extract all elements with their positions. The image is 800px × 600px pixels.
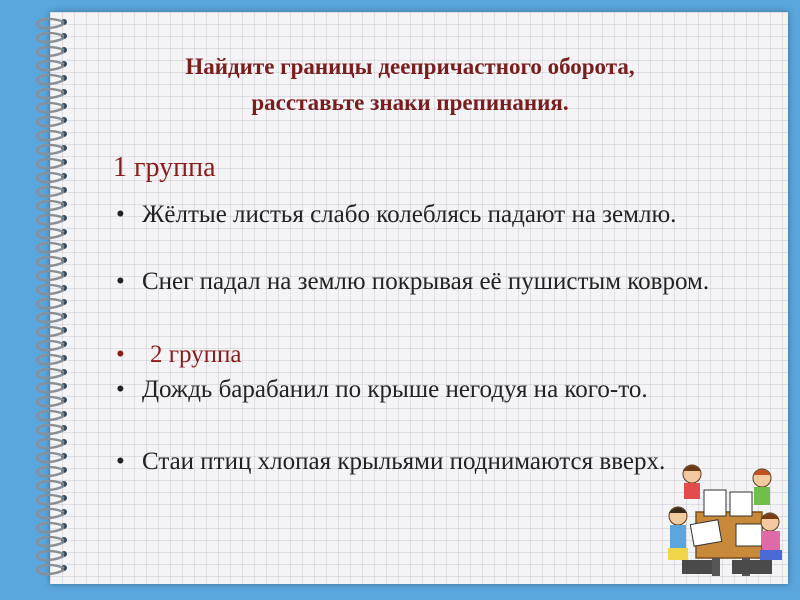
spiral-ring bbox=[37, 397, 64, 406]
list-item bbox=[116, 265, 716, 299]
spiral-ring bbox=[37, 89, 64, 98]
list-item-text: Жёлтые листья слабо колеблясь падают на землю. bbox=[142, 201, 677, 228]
spiral-ring bbox=[37, 299, 64, 308]
list-item bbox=[116, 373, 716, 407]
spiral-ring bbox=[37, 537, 64, 546]
spiral-ring bbox=[37, 411, 64, 420]
group-2-label bbox=[116, 338, 716, 372]
spiral-ring bbox=[37, 467, 64, 476]
spiral-ring bbox=[37, 509, 64, 518]
spiral-binding-icon bbox=[28, 14, 80, 582]
list-item-text: Снег падал на землю покрывая её пушистым ковром. bbox=[142, 268, 710, 295]
spiral-ring bbox=[37, 327, 64, 336]
heading-line-1: Найдите границы деепричастного оборота, bbox=[185, 54, 635, 79]
list-item-text: 2 группа bbox=[150, 341, 242, 368]
spiral-ring bbox=[37, 565, 64, 574]
spiral-ring bbox=[37, 425, 64, 434]
spiral-ring bbox=[37, 383, 64, 392]
spiral-ring bbox=[37, 285, 64, 294]
spiral-ring bbox=[37, 145, 64, 154]
spiral-ring bbox=[37, 131, 64, 140]
bullet: • bbox=[116, 376, 125, 403]
spiral-ring bbox=[37, 369, 64, 378]
spiral-ring bbox=[37, 19, 64, 28]
spiral-ring bbox=[37, 355, 64, 364]
spiral-ring bbox=[37, 229, 64, 238]
spiral-ring bbox=[37, 271, 64, 280]
bullet: • bbox=[116, 448, 125, 475]
spiral-ring bbox=[37, 481, 64, 490]
bullet: • bbox=[116, 201, 125, 228]
spiral-ring bbox=[37, 215, 64, 224]
spiral-ring bbox=[37, 341, 64, 350]
list-item bbox=[116, 198, 716, 232]
spiral-ring bbox=[37, 159, 64, 168]
spiral-ring bbox=[37, 495, 64, 504]
list-item-text: Стаи птиц хлопая крыльями поднимаются вверх. bbox=[142, 448, 666, 475]
spiral-ring bbox=[37, 453, 64, 462]
spiral-ring bbox=[37, 173, 64, 182]
children-reading-icon bbox=[662, 460, 792, 584]
spiral-ring bbox=[37, 523, 64, 532]
spiral-ring bbox=[37, 103, 64, 112]
spiral-ring bbox=[37, 201, 64, 210]
spiral-ring bbox=[37, 243, 64, 252]
bullet: • bbox=[116, 341, 125, 368]
spiral-ring bbox=[37, 257, 64, 266]
group-1-label: 1 группа bbox=[113, 152, 216, 183]
spiral-ring bbox=[37, 117, 64, 126]
spiral-ring bbox=[37, 551, 64, 560]
spiral-ring bbox=[37, 47, 64, 56]
spiral-ring bbox=[37, 187, 64, 196]
list-item-text: Дождь барабанил по крыше негодуя на кого-то. bbox=[142, 376, 648, 403]
list-item bbox=[116, 445, 676, 479]
spiral-ring bbox=[37, 439, 64, 448]
spiral-ring bbox=[37, 313, 64, 322]
spiral-ring bbox=[37, 75, 64, 84]
bullet: • bbox=[116, 268, 125, 295]
heading-line-2: расставьте знаки препинания. bbox=[251, 90, 569, 115]
spiral-ring bbox=[37, 33, 64, 42]
spiral-ring bbox=[37, 61, 64, 70]
